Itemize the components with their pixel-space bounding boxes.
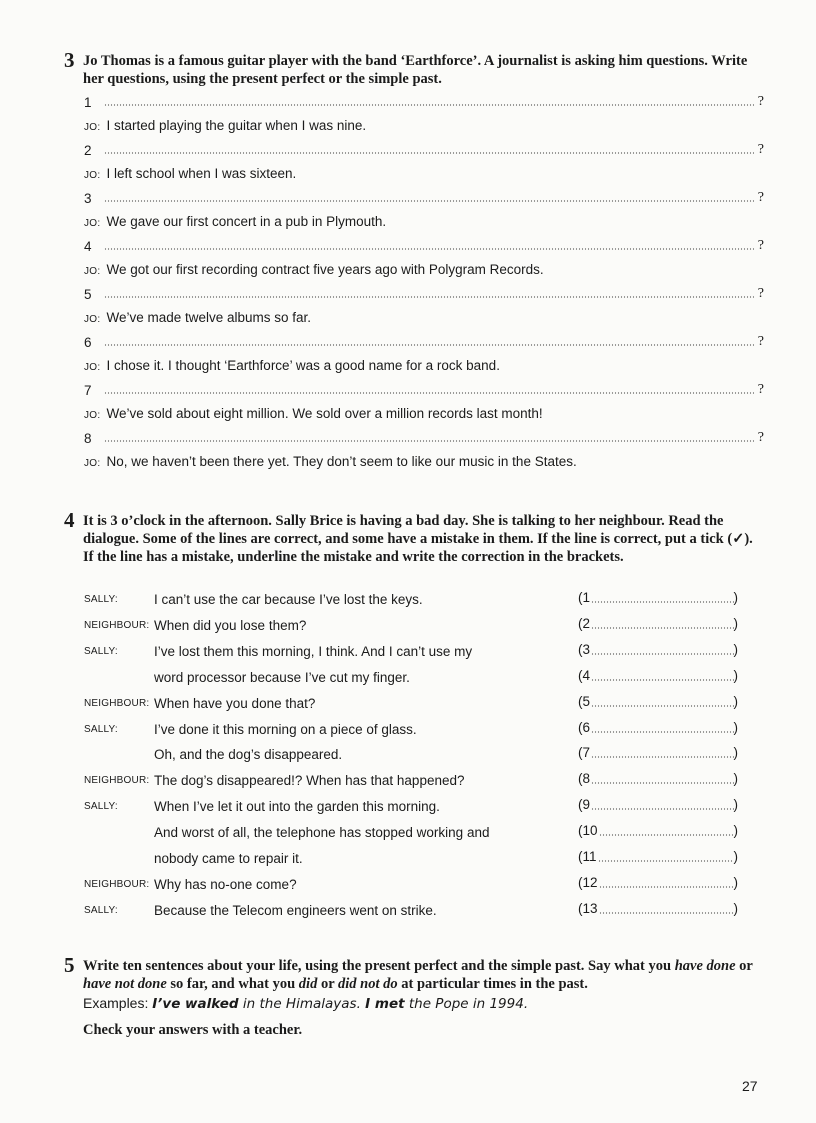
dialogue-text: I can’t use the car because I’ve lost the keys.: [154, 592, 423, 607]
bracket-number: (5: [578, 693, 591, 709]
dialogue-text: I’ve lost them this morning, I think. And I can’t use my: [154, 643, 473, 659]
speaker-label: NEIGHBOUR:: [84, 878, 150, 890]
exercise-5: [64, 953, 764, 1039]
speaker-label: JO:: [84, 170, 101, 181]
question-mark: ?: [757, 382, 764, 397]
dialogue-row: [84, 694, 744, 714]
question-number: 5: [84, 287, 92, 302]
dialogue-text: I’ve done it this morning on a piece of glass.: [154, 721, 417, 737]
exercise-5-instruction: Write ten sentences about your life, using the present perfect and the simple past. Say what you have done or have not done so far, and what you did or did not do at particular times in the past.: [83, 958, 753, 992]
dialogue-row: [84, 771, 744, 791]
dialogue-text: Why has no-one come?: [154, 876, 297, 892]
bracket-number: (8: [578, 771, 591, 787]
dialogue-row: [84, 616, 744, 636]
exercise-4-number: 4: [64, 508, 75, 532]
bracket-number: (12: [578, 874, 598, 890]
bracket-close: ): [733, 590, 738, 605]
answer-dotted-line[interactable]: [104, 104, 754, 106]
speaker-label: SALLY:: [84, 801, 118, 813]
question-mark: ?: [757, 94, 764, 109]
dialogue-row: [84, 745, 744, 765]
correction-dotted-line[interactable]: [599, 886, 734, 888]
speaker-label: NEIGHBOUR:: [84, 619, 150, 631]
question-number: 2: [84, 143, 92, 158]
question-number: 7: [84, 383, 92, 398]
bracket-close: ): [733, 667, 738, 683]
bracket-number: (13: [578, 900, 598, 916]
dialogue-text: When did you lose them?: [154, 617, 307, 633]
bracket-close: ): [733, 693, 738, 709]
question-mark: ?: [757, 238, 764, 253]
question-number: 1: [84, 95, 92, 110]
dialogue-row: [84, 849, 744, 869]
answer-text: We’ve sold about eight million. We sold over a million records last month!: [106, 406, 543, 421]
answer-dotted-line[interactable]: [104, 200, 754, 202]
dialogue-row: [84, 823, 744, 843]
correction-dotted-line[interactable]: [598, 860, 734, 862]
correction-bracket[interactable]: [578, 668, 738, 686]
question-mark: ?: [757, 334, 764, 349]
question-line[interactable]: [84, 92, 764, 110]
dialogue-text: Because the Telecom engineers went on strike.: [154, 902, 437, 918]
jo-answer: [84, 165, 764, 185]
question-line[interactable]: [84, 332, 764, 350]
jo-answer: [84, 357, 764, 377]
dialogue-text: word processor because I’ve cut my finger.: [154, 669, 410, 685]
question-line[interactable]: [84, 380, 764, 398]
answer-dotted-line[interactable]: [104, 248, 754, 250]
bracket-close: ): [733, 900, 738, 916]
answer-text: No, we haven’t been there yet. They don’t seem to like our music in the States.: [106, 454, 577, 469]
correction-bracket[interactable]: [578, 590, 738, 608]
bracket-close: ): [733, 874, 738, 890]
correction-bracket[interactable]: [578, 901, 738, 919]
jo-answer: [84, 453, 764, 473]
answer-dotted-line[interactable]: [104, 296, 754, 298]
speaker-label: JO:: [84, 410, 101, 421]
speaker-label: NEIGHBOUR:: [84, 775, 150, 787]
bracket-number: (9: [578, 797, 591, 813]
bracket-close: ): [733, 849, 738, 864]
correction-dotted-line[interactable]: [591, 601, 733, 603]
dialogue-text: nobody came to repair it.: [154, 851, 303, 866]
correction-bracket[interactable]: [578, 849, 738, 867]
exercise-5-examples: Examples: I’ve walked in the Himalayas. I met the Pope in 1994.: [83, 995, 529, 1012]
answer-text: We gave our first concert in a pub in Plymouth.: [106, 214, 387, 229]
exercise-3: [64, 48, 764, 88]
dialogue-text: The dog’s disappeared!? When has that happened?: [154, 773, 465, 789]
correction-dotted-line[interactable]: [591, 782, 733, 784]
speaker-label: SALLY:: [84, 594, 118, 605]
question-line[interactable]: [84, 236, 764, 254]
answer-text: I chose it. I thought ‘Earthforce’ was a good name for a rock band.: [106, 358, 500, 373]
bracket-close: ): [733, 745, 738, 761]
page-number: 27: [742, 1078, 758, 1094]
correction-dotted-line[interactable]: [599, 834, 734, 836]
correction-dotted-line[interactable]: [591, 653, 733, 655]
exercise-5-check-note: Check your answers with a teacher.: [83, 1022, 303, 1038]
bracket-number: (3: [578, 641, 591, 657]
answer-dotted-line[interactable]: [104, 344, 754, 346]
dialogue-text: And worst of all, the telephone has stopped working and: [154, 825, 490, 841]
bracket-close: ): [733, 719, 738, 735]
correction-bracket[interactable]: [578, 642, 738, 660]
question-line[interactable]: [84, 188, 764, 206]
bracket-close: ): [733, 797, 738, 813]
speaker-label: JO:: [84, 314, 101, 325]
answer-dotted-line[interactable]: [104, 152, 754, 154]
correction-bracket[interactable]: [578, 875, 738, 893]
dialogue-row: [84, 590, 744, 610]
dialogue-text: When have you done that?: [154, 695, 316, 711]
correction-dotted-line[interactable]: [599, 912, 734, 914]
speaker-label: SALLY:: [84, 645, 118, 657]
question-number: 3: [84, 191, 92, 206]
exercise-3-instruction: Jo Thomas is a famous guitar player with the band ‘Earthforce’. A journalist is asking him questions. Write her questions, using the present perfect or the simple past.: [83, 53, 748, 87]
answer-text: We’ve made twelve albums so far.: [106, 310, 312, 325]
exercise-4: [64, 508, 764, 566]
correction-bracket[interactable]: [578, 771, 738, 789]
question-line[interactable]: [84, 140, 764, 158]
dialogue-row: [84, 720, 744, 740]
question-mark: ?: [757, 190, 764, 205]
answer-text: I left school when I was sixteen.: [106, 166, 297, 181]
question-mark: ?: [757, 286, 764, 301]
bracket-close: ): [733, 771, 738, 787]
bracket-number: (4: [578, 667, 591, 683]
jo-answer: [84, 405, 764, 425]
exercise-3-number: 3: [64, 48, 75, 72]
correction-dotted-line[interactable]: [591, 679, 733, 681]
correction-bracket[interactable]: [578, 745, 738, 763]
answer-dotted-line[interactable]: [104, 392, 754, 394]
bracket-number: (6: [578, 719, 591, 735]
speaker-label: SALLY:: [84, 723, 118, 735]
correction-dotted-line[interactable]: [591, 731, 733, 733]
dialogue-row: [84, 901, 744, 921]
correction-bracket[interactable]: [578, 720, 738, 738]
bracket-number: (11: [578, 849, 597, 864]
dialogue-row: [84, 668, 744, 688]
answer-text: We got our first recording contract five years ago with Polygram Records.: [106, 262, 544, 277]
speaker-label: SALLY:: [84, 904, 118, 916]
bracket-close: ): [733, 615, 738, 631]
dialogue-row: [84, 642, 744, 662]
answer-dotted-line[interactable]: [104, 440, 754, 442]
correction-dotted-line[interactable]: [591, 705, 733, 707]
speaker-label: JO:: [84, 362, 101, 373]
exercise-5-number: 5: [64, 953, 75, 977]
dialogue-text: Oh, and the dog’s disappeared.: [154, 747, 343, 763]
correction-dotted-line[interactable]: [591, 808, 733, 810]
question-number: 6: [84, 335, 92, 350]
bracket-number: (1: [578, 590, 591, 605]
question-line[interactable]: [84, 428, 764, 446]
speaker-label: JO:: [84, 218, 101, 229]
speaker-label: NEIGHBOUR:: [84, 697, 150, 709]
question-number: 8: [84, 431, 92, 446]
question-line[interactable]: [84, 284, 764, 302]
speaker-label: JO:: [84, 458, 101, 469]
exercise-4-instruction: It is 3 o’clock in the afternoon. Sally Brice is having a bad day. She is talking to her neighbour. Read the dialogue. Some of the lines are correct, and some have a mistake in them. If the line is correct, put a tick (✓). If the line has a mistake, underline the mistake and write the correction in the brackets.: [83, 513, 753, 565]
question-mark: ?: [757, 430, 764, 445]
correction-dotted-line[interactable]: [591, 627, 733, 629]
jo-answer: [84, 309, 764, 329]
dialogue-text: When I’ve let it out into the garden this morning.: [154, 799, 440, 815]
dialogue-row: [84, 875, 744, 895]
jo-answer: [84, 261, 764, 281]
dialogue-row: [84, 797, 744, 817]
bracket-number: (10: [578, 823, 598, 839]
question-mark: ?: [757, 142, 764, 157]
correction-bracket[interactable]: [578, 797, 738, 815]
correction-dotted-line[interactable]: [591, 756, 733, 758]
bracket-number: (2: [578, 615, 591, 631]
answer-text: I started playing the guitar when I was nine.: [106, 118, 367, 133]
correction-bracket[interactable]: [578, 616, 738, 634]
question-number: 4: [84, 239, 92, 254]
jo-answer: [84, 213, 764, 233]
correction-bracket[interactable]: [578, 694, 738, 712]
speaker-label: JO:: [84, 266, 101, 277]
bracket-number: (7: [578, 745, 591, 761]
bracket-close: ): [733, 823, 738, 839]
speaker-label: JO:: [84, 122, 101, 133]
correction-bracket[interactable]: [578, 823, 738, 841]
jo-answer: [84, 117, 764, 137]
bracket-close: ): [733, 641, 738, 657]
